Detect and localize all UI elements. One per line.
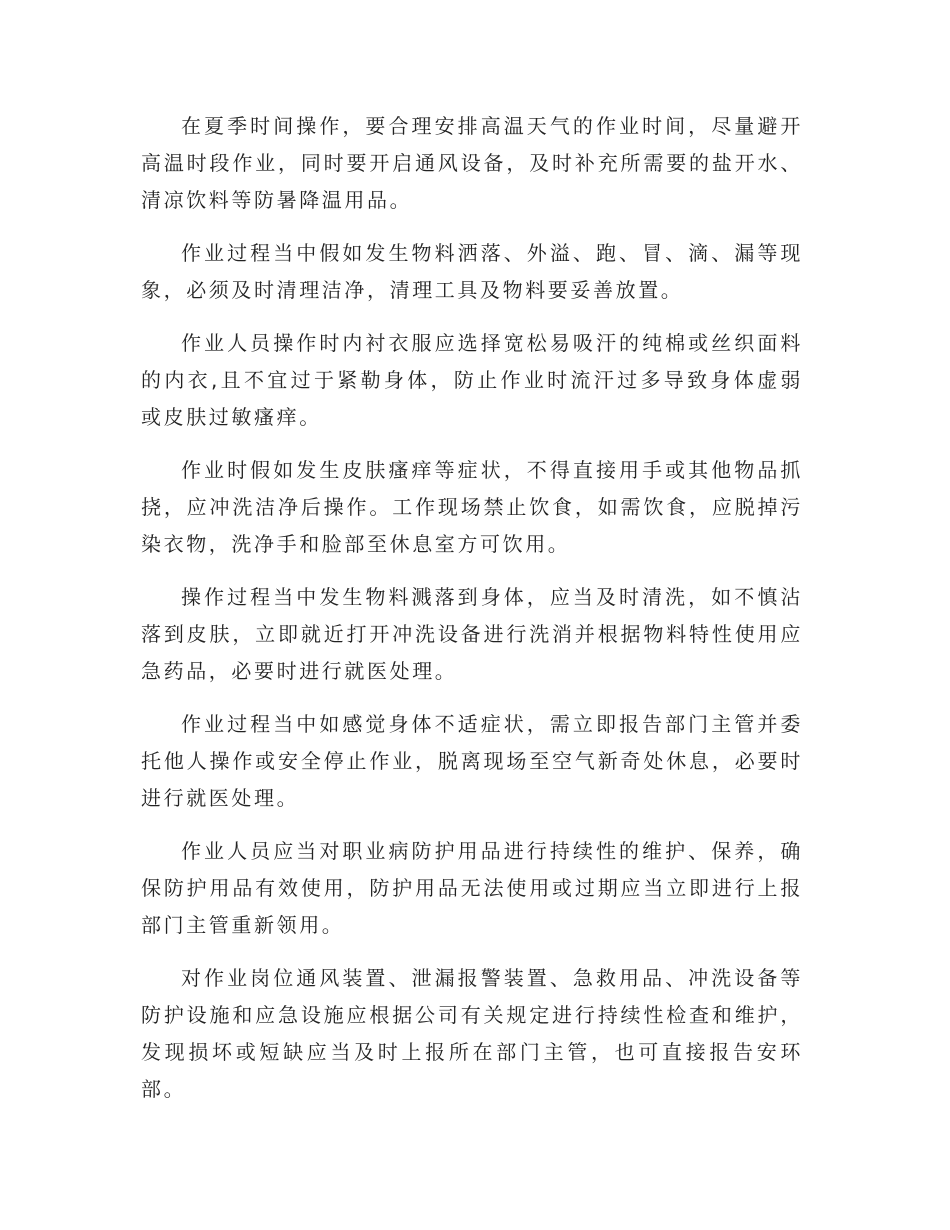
- paragraph: 作业时假如发生皮肤瘙痒等症状，不得直接用手或其他物品抓挠，应冲洗洁净后操作。工作现场禁止饮食，如需饮食，应脱掉污染衣物，洗净手和脸部至休息室方可饮用。: [141, 458, 803, 556]
- paragraph: 作业过程当中如感觉身体不适症状，需立即报告部门主管并委托他人操作或安全停止作业，脱离现场至空气新奇处休息，必要时进行就医处理。: [141, 712, 803, 810]
- paragraph: 对作业岗位通风装置、泄漏报警装置、急救用品、冲洗设备等防护设施和应急设施应根据公司有关规定进行持续性检查和维护，发现损坏或短缺应当及时上报所在部门主管，也可直接报告安环部。: [141, 966, 803, 1101]
- paragraph: 作业过程当中假如发生物料洒落、外溢、跑、冒、滴、漏等现象，必须及时清理洁净，清理工具及物料要妥善放置。: [141, 241, 803, 302]
- paragraph: 在夏季时间操作，要合理安排高温天气的作业时间，尽量避开高温时段作业，同时要开启通风设备，及时补充所需要的盐开水、清凉饮料等防暑降温用品。: [141, 114, 803, 212]
- paragraph: 操作过程当中发生物料溅落到身体，应当及时清洗，如不慎沾落到皮肤，立即就近打开冲洗设备进行洗消并根据物料特性使用应急药品，必要时进行就医处理。: [141, 585, 803, 683]
- document-body: [141, 108, 803, 1124]
- paragraph: 作业人员应当对职业病防护用品进行持续性的维护、保养，确保防护用品有效使用，防护用品无法使用或过期应当立即进行上报部门主管重新领用。: [141, 839, 803, 937]
- paragraph: 作业人员操作时内衬衣服应选择宽松易吸汗的纯棉或丝织面料的内衣,且不宜过于紧勒身体，防止作业时流汗过多导致身体虚弱或皮肤过敏瘙痒。: [141, 331, 803, 429]
